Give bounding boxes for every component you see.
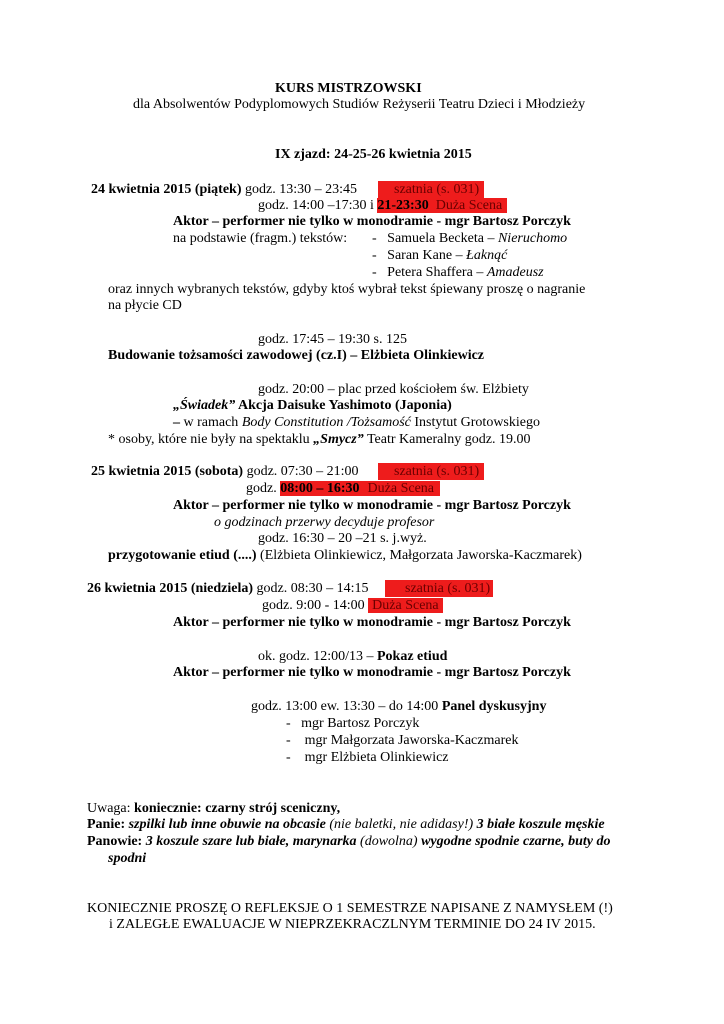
- day1-session3-title: „Świadek” Akcja Daisuke Yashimoto (Japonia): [173, 398, 452, 413]
- day1-session3-context: – w ramach Body Constitution /Tożsamość Instytut Grotowskiego: [173, 415, 540, 430]
- day1-text-item: - Saran Kane – Łaknąć: [372, 248, 508, 263]
- day2-hours: godz. 07:30 – 21:00: [246, 464, 359, 479]
- page-title: KURS MISTRZOWSKI: [275, 81, 422, 96]
- day2-session2-time: godz. 16:30 – 20 –21 s. j.wyż.: [258, 531, 427, 546]
- day3-date: 26 kwietnia 2015 (niedziela): [87, 581, 254, 596]
- day2-course: Aktor – performer nie tylko w monodramie - mgr Bartosz Porczyk: [173, 498, 571, 513]
- day1-hours2-prefix: godz. 14:00 –17:30 i: [258, 198, 374, 213]
- day1-cloakroom: szatnia (s. 031): [378, 181, 484, 198]
- day1-cloakroom-highlight: [378, 181, 484, 198]
- day1-session3-note: * osoby, które nie były na spektaklu „Smycz” Teatr Kameralny godz. 19.00: [108, 432, 531, 447]
- day1-note-cont: na płycie CD: [108, 298, 182, 313]
- day1-hours: godz. 13:30 – 23:45: [245, 182, 357, 197]
- day3-course: Aktor – performer nie tylko w monodramie - mgr Bartosz Porczyk: [173, 615, 571, 630]
- day2-cloakroom-highlight: [378, 463, 484, 480]
- day3-panelist: - mgr Bartosz Porczyk: [286, 716, 420, 731]
- day2-session2: przygotowanie etiud (....) (Elżbieta Olinkiewicz, Małgorzata Jaworska-Kaczmarek): [108, 548, 582, 563]
- day1-texts-intro: na podstawie (fragm.) tekstów:: [173, 231, 348, 246]
- footer-line2: i ZALEGŁE EWALUACJE W NIEPRZEKRACZLNYM TERMINIE DO 24 IV 2015.: [109, 917, 596, 932]
- day2-header: [91, 463, 359, 480]
- dress-panie: Panie: szpilki lub inne obuwie na obcasie (nie baletki, nie adidasy!) 3 białe koszule męskie: [87, 817, 605, 832]
- day3-show: ok. godz. 12:00/13 – Pokaz etiud: [258, 649, 448, 664]
- day3-panelist: - mgr Małgorzata Jaworska-Kaczmarek: [286, 733, 519, 748]
- day1-course: Aktor – performer nie tylko w monodramie - mgr Bartosz Porczyk: [173, 214, 571, 229]
- day1-hours2-highlight: 21-23:30: [377, 198, 429, 213]
- day1-header: [91, 181, 357, 198]
- day1-date: 24 kwietnia 2015 (piątek): [91, 182, 242, 197]
- day1-stage-hours: [258, 197, 507, 214]
- day3-cloakroom-highlight: [385, 580, 493, 597]
- footer-line1: KONIECZNIE PROSZĘ O REFLEKSJE O 1 SEMESTRZE NAPISANE Z NAMYSŁEM (!): [87, 901, 613, 916]
- day2-stage-hours: [246, 480, 440, 497]
- day3-panel: godz. 13:00 ew. 13:30 – do 14:00 Panel dyskusyjny: [251, 699, 547, 714]
- day2-hours2-highlight: 08:00 – 16:30: [280, 481, 360, 496]
- day2-date: 25 kwietnia 2015 (sobota): [91, 464, 244, 479]
- dress-uwaga: Uwaga: koniecznie: czarny strój sceniczny,: [87, 801, 341, 816]
- dress-panowie-cont: spodni: [108, 851, 147, 866]
- day3-header: [87, 580, 369, 597]
- day1-session2-time: godz. 17:45 – 19:30 s. 125: [258, 332, 407, 347]
- day1-session3-time: godz. 20:00 – plac przed kościołem św. Elżbiety: [258, 382, 529, 397]
- day1-note: oraz innych wybranych tekstów, gdyby ktoś wybrał tekst śpiewany proszę o nagranie: [108, 282, 586, 297]
- dress-panowie: Panowie: 3 koszule szare lub białe, marynarka (dowolna) wygodne spodnie czarne, buty do: [87, 834, 611, 849]
- day3-panelist: - mgr Elżbieta Olinkiewicz: [286, 750, 449, 765]
- day2-hours2-prefix: godz.: [246, 481, 277, 496]
- day3-stage-hours: [262, 597, 443, 614]
- day3-course2: Aktor – performer nie tylko w monodramie - mgr Bartosz Porczyk: [173, 665, 571, 680]
- page-subtitle: dla Absolwentów Podyplomowych Studiów Reżyserii Teatru Dzieci i Młodzieży: [133, 97, 586, 112]
- day3-hours: godz. 08:30 – 14:15: [256, 581, 369, 596]
- day3-hours2: godz. 9:00 - 14:00: [262, 598, 365, 613]
- day3-cloakroom: szatnia (s. 031): [385, 580, 493, 597]
- day1-stage: Duża Scena: [429, 198, 507, 213]
- day3-stage: Duża Scena: [368, 598, 442, 613]
- session-dates: IX zjazd: 24-25-26 kwietnia 2015: [275, 147, 472, 162]
- day1-text-item: - Petera Shaffera – Amadeusz: [372, 265, 544, 280]
- day2-cloakroom: szatnia (s. 031): [378, 463, 484, 480]
- day2-stage: Duża Scena: [360, 481, 440, 496]
- day1-session2-title: Budowanie tożsamości zawodowej (cz.I) – Elżbieta Olinkiewicz: [108, 348, 485, 363]
- day2-break-note: o godzinach przerwy decyduje profesor: [214, 515, 435, 530]
- day1-text-item: - Samuela Becketa – Nieruchomo: [372, 231, 568, 246]
